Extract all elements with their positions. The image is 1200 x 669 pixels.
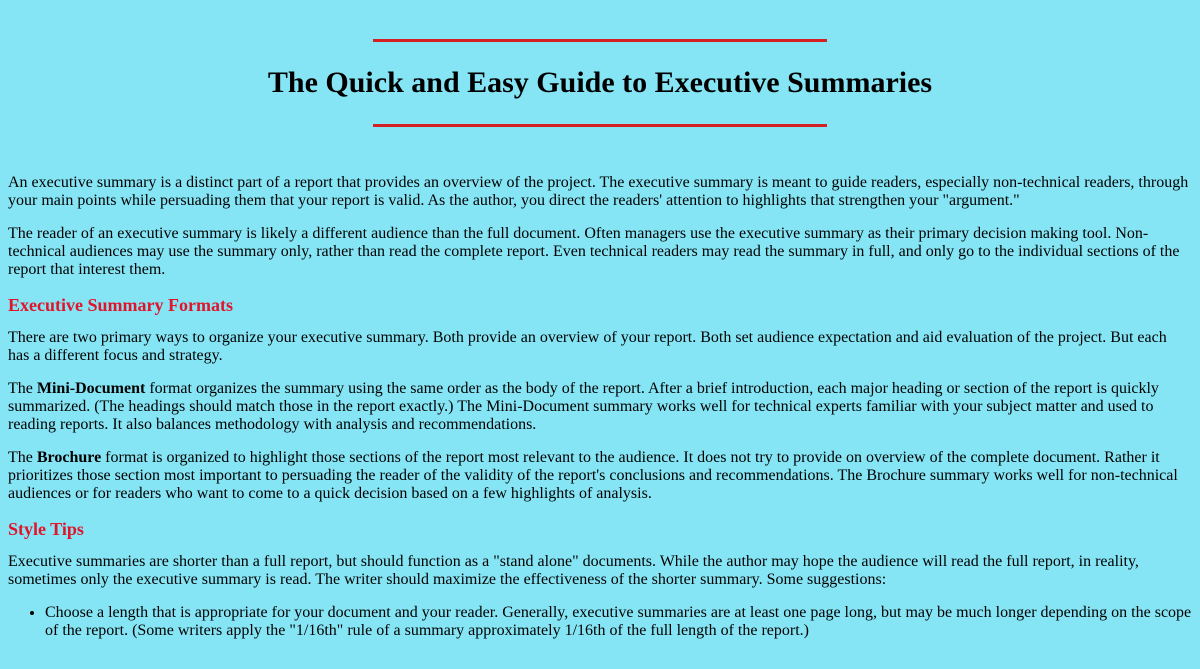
intro-paragraph-1: An executive summary is a distinct part of a report that provides an overview of the project. The executive summary is meant to guide readers, especially non-technical readers, through your main points while persuading them that your report is valid. As the author, you direct the readers' attention to highlights that strengthen your "argument." [8,174,1189,209]
mini-document-text: format organizes the summary using the same order as the body of the report. After a brief introduction, each major heading or section of the report is quickly summarized. (The headings should match those in the report exactly.) The Mini-Document summary works well for technical experts familiar with your subject matter and used to reading reports. It also balances methodology with analysis and recommendations. [8,380,1159,433]
document-page [0,39,1200,640]
list-item: • Choose a length that is appropriate for your document and your reader. Generally, executive summaries are at least one page long, but may be much longer depending on the scope of the report. (Some writers apply the "1/16th" rule of a summary approximately 1/16th of the full length of the report.) [45,604,1192,640]
brochure-text: format is organized to highlight those sections of the report most relevant to the audience. It does not try to provide on overview of the complete document. Rather it prioritizes those section most important to persuading the reader of the validity of the report's conclusions and recommendations. The Brochure summary works well for non-technical audiences or for readers who want to come to a quick decision based on a few highlights of analysis. [8,449,1178,502]
brochure-lead: The [8,449,37,466]
page-title: The Quick and Easy Guide to Executive Summaries [267,66,933,99]
brochure-paragraph [8,449,1192,503]
intro-paragraph-2: The reader of an executive summary is likely a different audience than the full document. Often managers use the executive summary as their primary decision making tool. Non-technical audiences may use the summary only, rather than read the complete report. Even technical readers may read the summary in full, and only go to the individual sections of the report that interest them. [8,225,1180,278]
style-tips-list [8,604,1192,640]
formats-paragraph-1: There are two primary ways to organize your executive summary. Both provide an overview of your report. Both set audience expectation and aid evaluation of the project. But each has a different focus and strategy. [8,329,1167,364]
section-heading-style-tips: Style Tips [8,519,84,539]
mini-document-paragraph [8,380,1192,434]
mini-document-term: Mini-Document [36,380,146,397]
title-rule-bottom [373,124,827,127]
title-rule-top [373,39,827,42]
mini-document-lead: The [8,380,37,397]
style-paragraph-1: Executive summaries are shorter than a full report, but should function as a "stand alone" documents. While the author may hope the audience will read the full report, in reality, sometimes only the executive summary is read. The writer should maximize the effectiveness of the shorter summary. Some suggestions: [8,553,1139,588]
brochure-term: Brochure [36,449,102,466]
section-heading-formats: Executive Summary Formats [8,295,233,315]
